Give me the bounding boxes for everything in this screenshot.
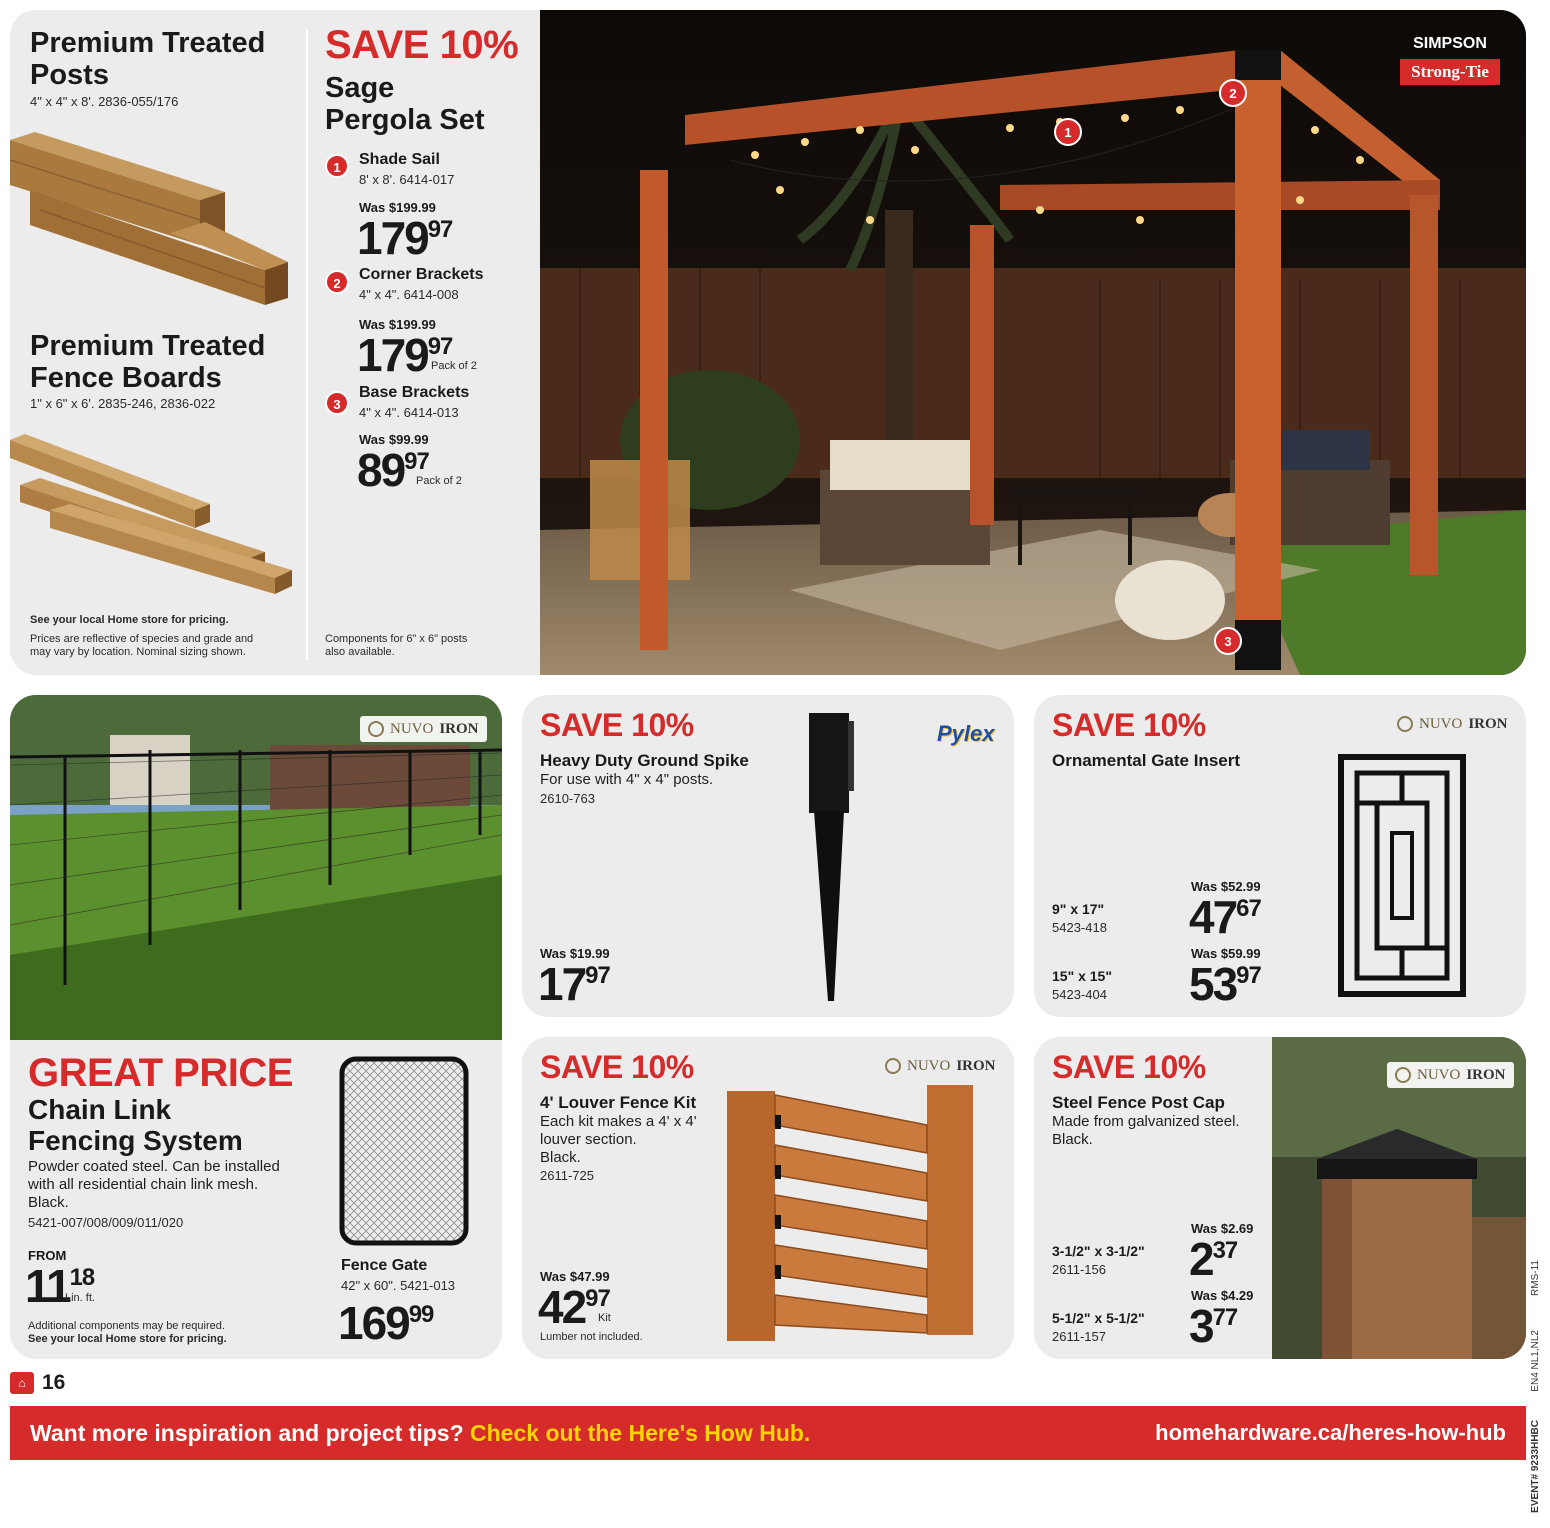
item-number-badge: 2 [325, 270, 349, 294]
chain-link-desc-line3: Black. [28, 1194, 69, 1211]
boards-title-line1: Premium Treated [30, 330, 266, 362]
louver-desc-line1: Each kit makes a 4' x 4' [540, 1113, 697, 1130]
base-brackets-pack: Pack of 2 [416, 475, 462, 487]
post-cap-desc-line1: Made from galvanized steel. [1052, 1113, 1240, 1130]
corner-brackets-name: Corner Brackets [359, 266, 484, 283]
louver-note: Lumber not included. [540, 1331, 643, 1343]
pylex-logo: Pylex [937, 721, 995, 746]
louver-fence-kit-image [727, 1085, 977, 1343]
pergola-note-line1: Components for 6" x 6" posts [325, 633, 468, 645]
price-cents: 97 [427, 215, 453, 243]
chain-link-sku: 5421-007/008/009/011/020 [28, 1215, 184, 1230]
price-dollars: 2 [1189, 1233, 1213, 1285]
heres-how-hub-banner[interactable] [10, 1406, 1526, 1460]
nuvo-iron-logo [360, 716, 487, 742]
fence-gate-spec: 42" x 60". 5421-013 [341, 1278, 456, 1293]
nuvo-word: NUVO [907, 1057, 951, 1074]
base-brackets-was: Was $99.99 [359, 432, 429, 447]
price-cents: 67 [1236, 894, 1261, 922]
photo-marker-shade-sail: 1 [1054, 118, 1082, 146]
chain-link-panel [10, 695, 502, 1359]
post-cap-desc-line2: Black. [1052, 1131, 1093, 1148]
from-label: FROM [28, 1248, 67, 1263]
spike-was: Was $19.99 [540, 946, 610, 961]
banner-question: Want more inspiration and project tips? [30, 1419, 464, 1446]
lumber-note-line3: may vary by location. Nominal sizing shown. [30, 646, 246, 658]
price-dollars: 179 [357, 212, 428, 264]
nuvo-seal-icon [1397, 716, 1413, 732]
post-cap-size-2: 5-1/2" x 5-1/2" [1052, 1310, 1145, 1326]
spike-title: Heavy Duty Ground Spike [540, 751, 749, 770]
pergola-title-line1: Sage [325, 72, 395, 104]
chain-link-title [28, 1094, 243, 1157]
post-cap-title: Steel Fence Post Cap [1052, 1093, 1225, 1112]
price-dollars: 3 [1189, 1300, 1213, 1352]
chain-link-desc-line2: with all residential chain link mesh. [28, 1176, 259, 1193]
shade-sail-price [357, 212, 453, 264]
chain-link-note-line1: Additional components may be required. [28, 1320, 225, 1332]
louver-desc-line3: Black. [540, 1149, 581, 1166]
chain-link-title-line1: Chain Link [28, 1094, 172, 1125]
gate-insert-size-1: 9" x 17" [1052, 901, 1105, 917]
home-hardware-logo [10, 1372, 34, 1394]
nuvo-word: NUVO [390, 720, 434, 737]
ground-spike-panel [522, 695, 1014, 1017]
price-cents: 37 [1212, 1236, 1238, 1264]
gate-insert-size-2: 15" x 15" [1052, 968, 1112, 984]
nuvo-seal-icon [885, 1058, 901, 1074]
simpson-strongtie-logo [1400, 35, 1500, 85]
spike-desc: For use with 4" x 4" posts. [540, 771, 714, 788]
chain-link-fence-photo [10, 695, 502, 1040]
iron-word: IRON [1466, 1066, 1506, 1083]
treated-posts-image [10, 130, 300, 310]
pergola-scene [540, 10, 1526, 675]
gate-insert-panel [1034, 695, 1526, 1017]
pergola-note [325, 633, 467, 659]
gate-insert-sku-2: 5423-404 [1052, 987, 1107, 1002]
gate-insert-was-1: Was $52.99 [1191, 879, 1261, 894]
pergola-photo [540, 10, 1526, 675]
item-number-badge: 1 [325, 154, 349, 178]
louver-kit-panel [522, 1037, 1014, 1359]
boards-spec: 1" x 6" x 6'. 2835-246, 2836-022 [30, 396, 216, 411]
chain-link-note [28, 1320, 227, 1346]
fence-gate-price [338, 1297, 434, 1349]
lumber-note-line1: See your local Home store for pricing. [30, 614, 229, 626]
simpson-logo-line1: SIMPSON [1413, 35, 1487, 52]
gate-insert-sku-1: 5423-418 [1052, 920, 1107, 935]
nuvo-word: NUVO [1417, 1066, 1461, 1083]
post-cap-price-2 [1189, 1300, 1238, 1352]
banner-cta: Check out the Here's How Hub. [470, 1419, 811, 1446]
simpson-logo-line2: Strong-Tie [1400, 59, 1500, 85]
post-cap-desc [1052, 1113, 1240, 1149]
side-code-mid: EN4 NL1,NL2 [1530, 1330, 1541, 1392]
pergola-save-badge: SAVE 10% [325, 23, 519, 67]
gate-insert-price-1 [1189, 891, 1261, 943]
shade-sail-spec: 8' x 8'. 6414-017 [359, 172, 455, 187]
lumber-note-line2: Prices are reflective of species and grade and [30, 633, 254, 645]
fence-gate-image [338, 1055, 470, 1247]
spike-sku: 2610-763 [540, 791, 595, 806]
louver-sku: 2611-725 [540, 1168, 594, 1183]
base-brackets-spec: 4" x 4". 6414-013 [359, 405, 459, 420]
louver-desc-line2: louver section. [540, 1131, 637, 1148]
price-cents: 97 [427, 332, 453, 360]
louver-desc [540, 1113, 697, 1167]
gate-insert-save-badge: SAVE 10% [1052, 707, 1206, 743]
shade-sail-was: Was $199.99 [359, 200, 436, 215]
price-cents: 97 [404, 447, 429, 475]
side-code-top: RMS-11 [1530, 1260, 1541, 1296]
side-code-bottom: EVENT# 9233HHBC [1530, 1420, 1541, 1513]
posts-spec: 4" x 4" x 8'. 2836-055/176 [30, 94, 179, 109]
price-dollars: 89 [357, 444, 405, 496]
louver-was: Was $47.99 [540, 1269, 610, 1284]
louver-save-badge: SAVE 10% [540, 1049, 694, 1085]
nuvo-seal-icon [368, 721, 384, 737]
gate-insert-price-2 [1189, 958, 1261, 1010]
post-cap-sku-1: 2611-156 [1052, 1262, 1106, 1277]
corner-brackets-was: Was $199.99 [359, 317, 436, 332]
post-cap-save-badge: SAVE 10% [1052, 1049, 1206, 1085]
price-cents: 97 [585, 961, 610, 989]
iron-word: IRON [1468, 715, 1508, 732]
shade-sail-name: Shade Sail [359, 151, 440, 168]
price-dollars: 179 [357, 329, 428, 381]
chain-link-note-line2: See your local Home store for pricing. [28, 1333, 227, 1345]
pergola-title-line2: Pergola Set [325, 104, 485, 137]
price-dollars: 53 [1189, 958, 1237, 1010]
price-dollars: 169 [338, 1297, 409, 1349]
posts-title-line2: Posts [30, 59, 109, 92]
louver-title: 4' Louver Fence Kit [540, 1093, 697, 1112]
pergola-title [325, 72, 485, 137]
boards-title-line2: Fence Boards [30, 362, 222, 395]
pergola-note-line2: also available. [325, 646, 395, 658]
lumber-panel [10, 10, 545, 675]
base-brackets-name: Base Brackets [359, 384, 470, 401]
posts-title-line1: Premium Treated [30, 27, 266, 59]
post-cap-panel [1034, 1037, 1526, 1359]
photo-marker-corner-bracket: 2 [1219, 79, 1247, 107]
banner-url-link[interactable]: homehardware.ca/heres-how-hub [1155, 1420, 1506, 1445]
post-cap-sku-2: 2611-157 [1052, 1329, 1106, 1344]
gate-insert-was-2: Was $59.99 [1191, 946, 1261, 961]
spike-save-badge: SAVE 10% [540, 707, 694, 743]
post-cap-was-1: Was $2.69 [1191, 1221, 1254, 1236]
post-cap-size-1: 3-1/2" x 3-1/2" [1052, 1243, 1145, 1259]
post-cap-price-1 [1189, 1233, 1238, 1285]
iron-word: IRON [956, 1057, 996, 1074]
price-dollars: 11 [25, 1260, 70, 1312]
fence-boards-image [10, 430, 300, 605]
ground-spike-image [804, 711, 864, 1003]
fence-gate-name: Fence Gate [341, 1257, 428, 1274]
ornamental-gate-insert-image [1337, 753, 1467, 998]
lumber-note [30, 614, 253, 659]
louver-unit: Kit [598, 1312, 611, 1324]
nuvo-word: NUVO [1419, 715, 1463, 732]
price-cents: 97 [585, 1284, 610, 1312]
nuvo-iron-logo [877, 1053, 1004, 1079]
photo-marker-base-bracket: 3 [1214, 627, 1242, 655]
nuvo-iron-logo [1387, 1062, 1514, 1088]
house-icon: ⌂ [18, 1376, 26, 1390]
great-price-badge: GREAT PRICE [28, 1051, 293, 1095]
corner-brackets-pack: Pack of 2 [431, 360, 477, 372]
gate-insert-title: Ornamental Gate Insert [1052, 751, 1241, 770]
chain-link-desc-line1: Powder coated steel. Can be installed [28, 1158, 280, 1175]
nuvo-seal-icon [1395, 1067, 1411, 1083]
price-dollars: 17 [538, 958, 586, 1010]
price-cents: 99 [408, 1300, 434, 1328]
price-dollars: 47 [1189, 891, 1237, 943]
iron-word: IRON [439, 720, 479, 737]
price-cents: 97 [1236, 961, 1261, 989]
page-number: 16 [42, 1371, 66, 1394]
chain-link-unit: Lin. ft. [65, 1292, 95, 1304]
spike-price [538, 958, 610, 1010]
post-cap-was-2: Was $4.29 [1191, 1288, 1254, 1303]
posts-title [30, 27, 265, 92]
chain-link-desc [28, 1158, 280, 1212]
chain-link-title-line2: Fencing System [28, 1125, 243, 1157]
corner-brackets-spec: 4" x 4". 6414-008 [359, 287, 459, 302]
panel-divider [306, 30, 308, 660]
boards-title [30, 330, 265, 395]
nuvo-iron-logo [1389, 711, 1516, 737]
item-number-badge: 3 [325, 391, 349, 415]
price-dollars: 42 [538, 1281, 586, 1333]
price-cents: 77 [1212, 1303, 1238, 1331]
price-cents: 18 [69, 1263, 95, 1291]
banner-message [30, 1420, 810, 1447]
